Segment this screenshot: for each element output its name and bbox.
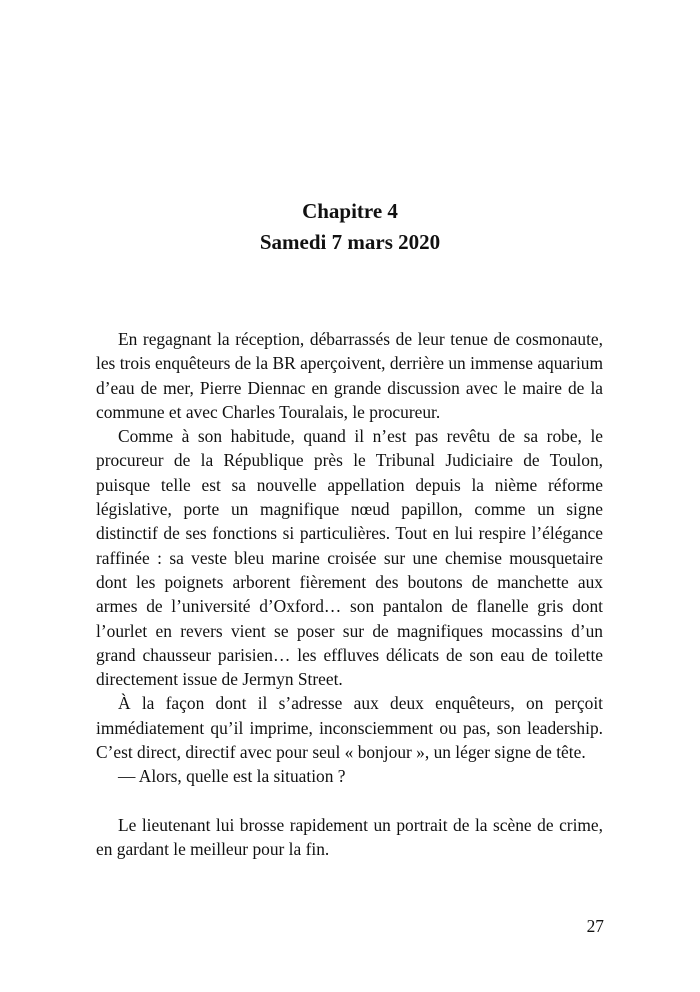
paragraph: Le lieutenant lui brosse rapidement un portrait de la scène de crime, en gardant le meilleur pour la fin. <box>96 814 603 860</box>
dialogue-line: — Alors, quelle est la situation ? <box>118 766 346 787</box>
chapter-heading <box>0 196 700 258</box>
paragraph: Comme à son habitude, quand il n’est pas revêtu de sa robe, le procureur de la République près le Tribunal Judiciaire de Toulon, puisque telle est sa nouvelle appellation depuis la nième réforme législative, porte un magnifique nœud papillon, comme un signe distinctif de ses fonctions si particulières. Tout en lui respire l’élégance raffinée : sa veste bleu marine croisée sur une chemise mousquetaire dont les poignets arborent fièrement des boutons de manchette aux armes de l’université d’Oxford… son pantalon de flanelle gris dont l’ourlet en revers vient se poser sur de magnifiques mocassins d’un grand chausseur parisien… les effluves délicats de son eau de toilette directement issue de Jermyn Street. <box>96 426 603 690</box>
chapter-title: Chapitre 4 <box>302 199 398 223</box>
paragraph: En regagnant la réception, débarrassés de leur tenue de cosmonaute, les trois enquêteurs de la BR aperçoivent, derrière un immense aquarium d’eau de mer, Pierre Diennac en grande discussion avec le maire de la commune et avec Charles Touralais, le procureur. <box>96 329 603 422</box>
body-text <box>96 327 603 862</box>
paragraph: À la façon dont il s’adresse aux deux enquêteurs, on perçoit immédiatement qu’il imprime, inconsciemment ou pas, son leadership. C’est direct, directif avec pour seul « bonjour », un léger signe de tête. <box>96 693 603 763</box>
chapter-date: Samedi 7 mars 2020 <box>259 230 441 254</box>
page-number: 27 <box>586 916 604 936</box>
